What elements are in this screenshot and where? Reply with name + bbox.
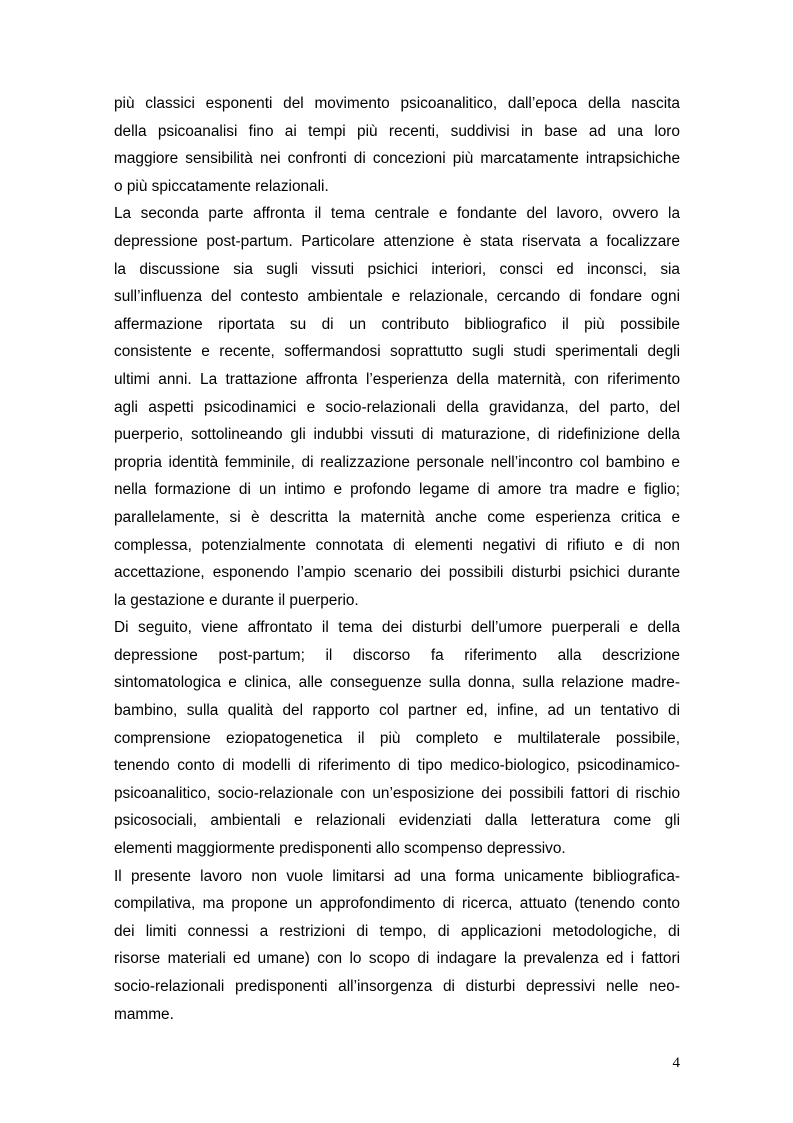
text-line: psicoanalitico, socio-relazionale con un’esposizione dei possibili fattori di rischio <box>114 784 680 802</box>
text-line: Il presente lavoro non vuole limitarsi ad una forma unicamente bibliografica- <box>114 867 680 885</box>
text-line: risorse materiali ed umane) con lo scopo di indagare la prevalenza ed i fattori <box>114 950 680 968</box>
text-line: puerperio, sottolineando gli indubbi vissuti di maturazione, di ridefinizione della <box>114 426 680 444</box>
text-line: ultimi anni. La trattazione affronta l’esperienza della maternità, con riferimento <box>114 370 680 388</box>
text-line: psicosociali, ambientali e relazionali evidenziati dalla letteratura come gli <box>114 812 680 830</box>
text-line: la gestazione e durante il puerperio. <box>114 591 359 609</box>
body-text <box>114 90 680 1028</box>
text-line: tenendo conto di modelli di riferimento di tipo medico-biologico, psicodinamico- <box>114 757 680 775</box>
text-line: più classici esponenti del movimento psicoanalitico, dall’epoca della nascita <box>114 95 680 112</box>
text-line: parallelamente, si è descritta la maternità anche come esperienza critica e <box>114 508 680 526</box>
text-line: La seconda parte affronta il tema centrale e fondante del lavoro, ovvero la <box>114 205 680 223</box>
text-line: compilativa, ma propone un approfondimento di ricerca, attuato (tenendo conto <box>114 895 680 913</box>
text-line: la discussione sia sugli vissuti psichici interiori, consci ed inconsci, sia <box>114 260 680 278</box>
text-line: socio-relazionali predisponenti all’insorgenza di disturbi depressivi nelle neo- <box>114 978 680 995</box>
text-line: bambino, sulla qualità del rapporto col partner ed, infine, ad un tentativo di <box>114 702 680 720</box>
text-line: o più spiccatamente relazionali. <box>114 177 329 195</box>
text-line: complessa, potenzialmente connotata di elementi negativi di rifiuto e di non <box>114 536 680 554</box>
text-line: sull’influenza del contesto ambientale e relazionale, cercando di fondare ogni <box>114 288 680 306</box>
text-line: sintomatologica e clinica, alle conseguenze sulla donna, sulla relazione madre- <box>114 674 680 692</box>
paragraph-second-part <box>114 200 680 614</box>
paragraph-research <box>114 863 680 1029</box>
text-line: depressione post-partum; il discorso fa riferimento alla descrizione <box>114 646 680 664</box>
text-line: consistente e recente, soffermandosi soprattutto sugli studi sperimentali degli <box>114 343 680 361</box>
page-number: 4 <box>672 1055 680 1071</box>
text-line: accettazione, esponendo l’ampio scenario dei possibili disturbi psichici durante <box>114 564 680 582</box>
text-line: comprensione eziopatogenetica il più completo e multilaterale possibile, <box>114 729 680 747</box>
text-line: agli aspetti psicodinamici e socio-relazionali della gravidanza, del parto, del <box>114 398 680 416</box>
text-line: mamme. <box>114 1005 174 1023</box>
text-line: maggiore sensibilità nei confronti di concezioni più marcatamente intrapsichiche <box>114 150 680 168</box>
text-line: Di seguito, viene affrontato il tema dei disturbi dell’umore puerperali e della <box>114 619 680 637</box>
text-line: elementi maggiormente predisponenti allo scompenso depressivo. <box>114 840 566 858</box>
text-line: propria identità femminile, di realizzazione personale nell’incontro col bambino e <box>114 453 680 471</box>
text-line: della psicoanalisi fino ai tempi più recenti, suddivisi in base ad una loro <box>114 122 680 140</box>
text-line: depressione post-partum. Particolare attenzione è stata riservata a focalizzare <box>114 232 680 250</box>
paragraph-mood-disorders <box>114 614 680 862</box>
text-line: nella formazione di un intimo e profondo legame di amore tra madre e figlio; <box>114 481 680 499</box>
text-line: dei limiti connessi a restrizioni di tempo, di applicazioni metodologiche, di <box>114 922 680 940</box>
text-line: affermazione riportata su di un contributo bibliografico il più possibile <box>114 315 680 333</box>
paragraph-intro-continuation <box>114 90 680 200</box>
